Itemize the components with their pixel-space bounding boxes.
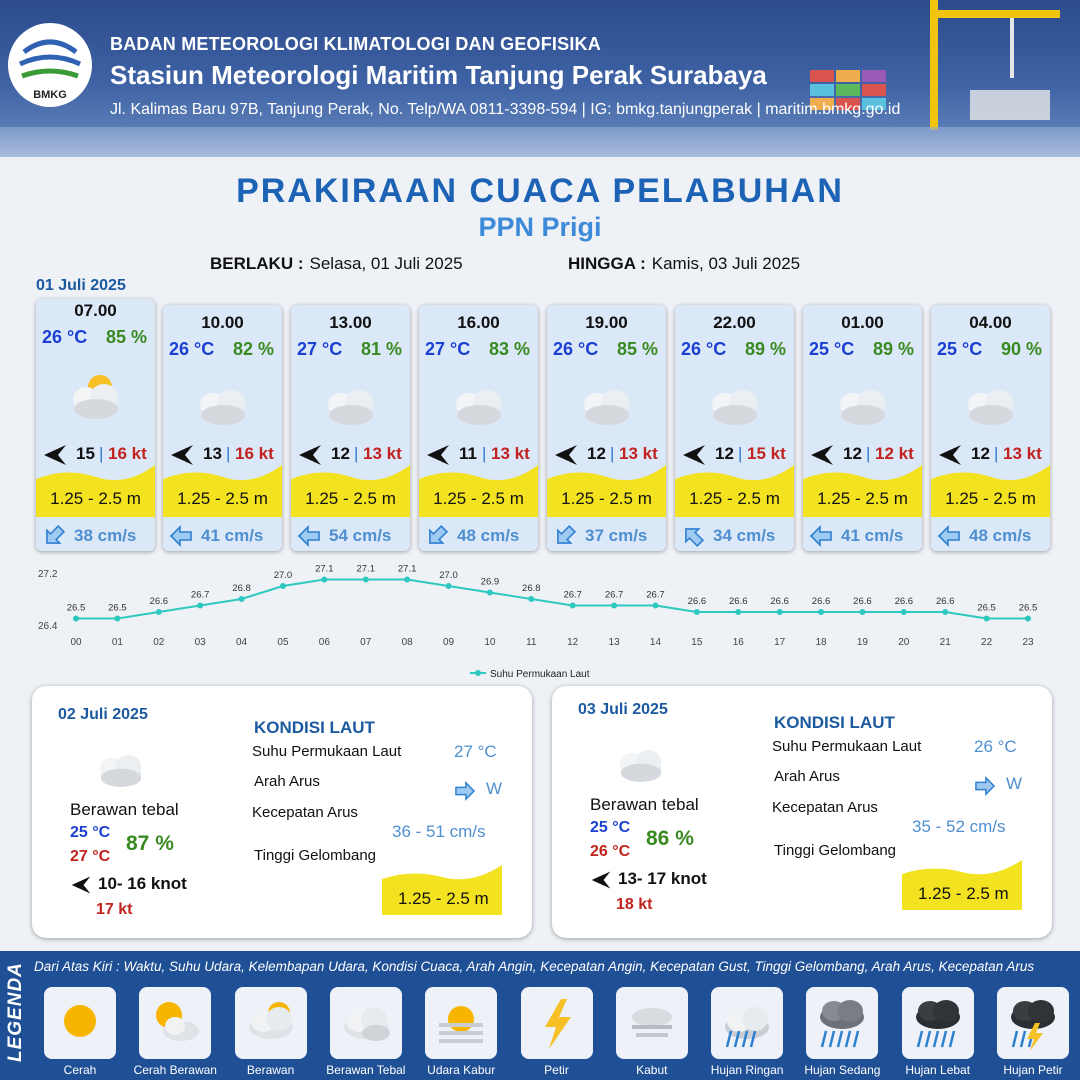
- card-current: [547, 517, 666, 551]
- legend-item: [44, 987, 116, 1059]
- card-current-speed: 41 cm/s: [841, 526, 904, 545]
- forecast-card: [931, 305, 1050, 551]
- x-tick-label: 17: [774, 637, 786, 648]
- panel-wind: 13- 17 knot: [618, 869, 707, 888]
- sst-data-label: 26.6: [729, 596, 748, 607]
- legend-item: [806, 987, 878, 1059]
- x-tick-label: 10: [484, 637, 496, 648]
- card-current-speed: 38 cm/s: [74, 526, 137, 545]
- sst-point: [901, 609, 907, 615]
- card-wind-separator: |: [866, 444, 871, 463]
- card-humidity: 85 %: [616, 339, 658, 359]
- sst-data-label: 26.9: [480, 576, 500, 588]
- legend-item: [711, 987, 783, 1059]
- fog-icon: [622, 993, 682, 1053]
- x-tick-label: 08: [401, 637, 413, 648]
- card-wind-speed: 12: [715, 444, 734, 463]
- sst-label: Suhu Permukaan Laut: [772, 738, 922, 755]
- sst-point: [818, 609, 824, 615]
- card-wave-height: 1.25 - 2.5 m: [689, 489, 780, 508]
- day-panel-1: [32, 686, 532, 938]
- card-wave-height: 1.25 - 2.5 m: [561, 489, 652, 508]
- card-current-speed: 48 cm/s: [969, 526, 1032, 545]
- legend-item: [139, 987, 211, 1059]
- legend-item: [235, 987, 307, 1059]
- panel-temp-min: 27 °C: [70, 848, 111, 865]
- sst-data-label: 26.6: [935, 596, 955, 607]
- current-direction-icon: [809, 525, 833, 547]
- panel-gust: 18 kt: [616, 896, 653, 913]
- current-direction-value: W: [486, 779, 503, 798]
- x-tick-label: 03: [194, 637, 206, 648]
- partly-cloudy-icon: [60, 369, 132, 421]
- sst-data-label: 27.1: [315, 565, 334, 575]
- current-direction-icon: [42, 525, 66, 547]
- card-wind-speed: 12: [843, 444, 862, 463]
- card-wind-speed: 12: [971, 444, 990, 463]
- legend-item-label: Hujan Sedang: [804, 1063, 881, 1077]
- day-panel-2: [552, 686, 1052, 938]
- sst-point: [694, 609, 700, 615]
- panel-date: 03 Juli 2025: [578, 701, 668, 718]
- validity-from-date: Selasa, 01 Juli 2025: [309, 254, 463, 273]
- card-time: 04.00: [969, 313, 1012, 332]
- overcast-icon: [608, 735, 674, 785]
- partly-cloudy-icon: [241, 993, 301, 1053]
- panel-condition: Berawan tebal: [70, 800, 179, 819]
- card-wind-speed: 15: [76, 444, 95, 463]
- current-direction-icon: [452, 781, 478, 801]
- validity-to-label: HINGGA :: [568, 254, 646, 273]
- sun-cloud-icon: [145, 993, 205, 1053]
- sst-line: [76, 580, 1028, 619]
- sea-condition-header: KONDISI LAUT: [774, 713, 895, 732]
- card-time: 07.00: [74, 301, 117, 320]
- card-time: 10.00: [201, 313, 244, 332]
- card-gust: 13 kt: [1003, 444, 1042, 463]
- sst-data-label: 26.7: [190, 589, 210, 601]
- x-tick-label: 16: [732, 637, 744, 648]
- sst-data-label: 26.7: [646, 589, 665, 601]
- card-time: 19.00: [585, 313, 628, 332]
- sst-data-label: 26.7: [563, 589, 582, 601]
- card-current-speed: 48 cm/s: [457, 526, 520, 545]
- card-wind-separator: |: [610, 444, 615, 463]
- sst-data-label: 26.7: [604, 589, 624, 601]
- sst-data-label: 27.0: [273, 570, 293, 581]
- card-current: [803, 517, 922, 551]
- card-gust: 13 kt: [491, 444, 530, 463]
- x-tick-label: 18: [815, 637, 827, 648]
- sun-icon: [50, 993, 110, 1053]
- logo-text: BMKG: [33, 89, 67, 101]
- contact-info: Jl. Kalimas Baru 97B, Tanjung Perak, No. Telp/WA 0811-3398-594 | IG: bmkg.tanjungperak | maritim.bmkg.go.id: [110, 101, 901, 118]
- forecast-card: [675, 305, 794, 551]
- legend-item: [902, 987, 974, 1059]
- station-name: Stasiun Meteorologi Maritim Tanjung Perak Surabaya: [110, 60, 767, 90]
- sst-data-label: 26.8: [232, 583, 251, 594]
- legend-side: [0, 951, 32, 1080]
- sst-data-label: 27.1: [397, 565, 417, 575]
- card-wave-height: 1.25 - 2.5 m: [177, 489, 268, 508]
- card-temperature: 27 °C: [297, 339, 343, 359]
- card-current-speed: 54 cm/s: [329, 526, 392, 545]
- card-wave-height: 1.25 - 2.5 m: [945, 489, 1036, 508]
- current-direction-icon: [681, 525, 705, 547]
- sst-point: [363, 577, 369, 583]
- wave-height-label: Tinggi Gelombang: [774, 842, 897, 859]
- x-tick-label: 21: [939, 637, 951, 648]
- sst-data-label: 26.5: [108, 602, 127, 614]
- legend-item: [616, 987, 688, 1059]
- panel-humidity: 86 %: [646, 827, 694, 850]
- day1-date: 01 Juli 2025: [36, 277, 126, 294]
- forecast-card: [291, 305, 410, 551]
- sst-data-label: 26.6: [770, 596, 789, 607]
- card-humidity: 85 %: [105, 327, 147, 347]
- sst-data-label: 26.6: [894, 596, 914, 607]
- overcast-icon: [699, 375, 771, 427]
- sst-data-label: 27.1: [356, 565, 375, 575]
- overcast-icon: [88, 740, 154, 790]
- legend-item-label: Kabut: [636, 1063, 668, 1077]
- sst-data-label: 26.5: [66, 602, 86, 614]
- x-tick-label: 15: [691, 637, 703, 648]
- sst-point: [652, 603, 658, 609]
- sst-label: Suhu Permukaan Laut: [252, 743, 402, 760]
- sst-point: [404, 577, 410, 583]
- card-gust: 16 kt: [108, 444, 147, 463]
- x-tick-label: 04: [236, 637, 248, 648]
- x-tick-label: 14: [649, 637, 662, 648]
- card-time: 01.00: [841, 313, 884, 332]
- sst-point: [528, 596, 534, 602]
- sst-data-label: 26.6: [149, 596, 169, 607]
- current-direction-icon: [553, 525, 577, 547]
- card-current: [675, 517, 794, 551]
- current-direction-icon: [425, 525, 449, 547]
- card-current: [291, 517, 410, 551]
- card-temperature: 26 °C: [553, 339, 599, 359]
- x-tick-label: 12: [567, 637, 579, 648]
- card-gust: 12 kt: [875, 444, 914, 463]
- thunderstorm-icon: [1003, 993, 1063, 1053]
- sst-point: [859, 609, 865, 615]
- card-time: 22.00: [713, 313, 756, 332]
- wind-direction-icon: [70, 876, 92, 894]
- moderate-rain-icon: [812, 993, 872, 1053]
- x-tick-label: 11: [526, 637, 537, 648]
- sea-condition-header: KONDISI LAUT: [254, 718, 375, 737]
- sst-point: [280, 583, 286, 589]
- sst-data-label: 26.8: [522, 583, 541, 594]
- panel-temp-max: 25 °C: [70, 824, 111, 841]
- legend-item-label: Petir: [544, 1063, 569, 1077]
- card-wave-height: 1.25 - 2.5 m: [817, 489, 908, 508]
- current-direction-icon: [972, 776, 998, 796]
- sst-point: [321, 577, 327, 583]
- overcast-icon: [955, 375, 1027, 427]
- sst-point: [487, 590, 493, 596]
- panel-temp-max: 25 °C: [590, 819, 631, 836]
- panel-humidity: 87 %: [126, 832, 174, 855]
- wind-direction-icon: [590, 871, 612, 889]
- card-temperature: 25 °C: [937, 339, 983, 359]
- card-current-speed: 34 cm/s: [713, 526, 776, 545]
- x-tick-label: 01: [111, 637, 123, 648]
- legend-item-label: Berawan Tebal: [326, 1063, 406, 1077]
- x-tick-label: 07: [360, 637, 372, 648]
- sst-point: [156, 609, 162, 615]
- card-wind-speed: 12: [331, 444, 350, 463]
- card-temperature: 26 °C: [681, 339, 727, 359]
- legend-marker: [475, 670, 481, 676]
- card-temperature: 26 °C: [169, 339, 215, 359]
- sst-value: 27 °C: [454, 742, 497, 761]
- card-time: 13.00: [329, 313, 372, 332]
- overcast-icon: [827, 375, 899, 427]
- forecast-card: [36, 299, 155, 551]
- sst-point: [197, 603, 203, 609]
- panel-condition: Berawan tebal: [590, 795, 699, 814]
- x-tick-label: 00: [70, 637, 82, 648]
- panel-wind: 10- 16 knot: [98, 874, 187, 893]
- card-gust: 16 kt: [235, 444, 274, 463]
- card-gust: 15 kt: [747, 444, 786, 463]
- x-tick-label: 09: [442, 637, 455, 648]
- current-direction-label: Arah Arus: [774, 768, 840, 785]
- sst-point: [114, 616, 120, 622]
- card-humidity: 89 %: [744, 339, 786, 359]
- forecast-card: [803, 305, 922, 551]
- legend: [0, 951, 1080, 1080]
- y-tick-label: 26.4: [38, 621, 58, 632]
- port-name: PPN Prigi: [478, 212, 602, 242]
- card-gust: 13 kt: [363, 444, 402, 463]
- validity-to-date: Kamis, 03 Juli 2025: [651, 254, 801, 273]
- card-humidity: 83 %: [488, 339, 530, 359]
- light-rain-icon: [717, 993, 777, 1053]
- header-banner: [0, 0, 1080, 157]
- card-time: 16.00: [457, 313, 500, 332]
- lightning-icon: [527, 993, 587, 1053]
- card-wave-height: 1.25 - 2.5 m: [50, 489, 141, 508]
- card-temperature: 27 °C: [425, 339, 471, 359]
- legend-item-label: Udara Kabur: [427, 1063, 496, 1077]
- card-current: [163, 517, 282, 551]
- wave-height-label: Tinggi Gelombang: [254, 847, 377, 864]
- current-speed-value: 36 - 51 cm/s: [392, 822, 486, 841]
- legend-item: [330, 987, 402, 1059]
- card-current: [931, 517, 1050, 551]
- current-speed-value: 35 - 52 cm/s: [912, 817, 1006, 836]
- card-current-speed: 41 cm/s: [201, 526, 264, 545]
- current-speed-label: Kecepatan Arus: [772, 799, 878, 816]
- x-tick-label: 22: [981, 637, 993, 648]
- legend-description: Dari Atas Kiri : Waktu, Suhu Udara, Kelembapan Udara, Kondisi Cuaca, Arah Angin, Kecepatan Angin, Kecepatan Gust, Tinggi Gelombang, Arah Arus, Kecepatan Arus: [34, 959, 1035, 974]
- sst-point: [777, 609, 783, 615]
- card-wave-height: 1.25 - 2.5 m: [433, 489, 524, 508]
- x-tick-label: 05: [277, 637, 289, 648]
- forecast-card: [419, 305, 538, 551]
- overcast-icon: [571, 375, 643, 427]
- current-direction-label: Arah Arus: [254, 773, 320, 790]
- current-direction-value: W: [1006, 774, 1023, 793]
- card-wind-speed: 13: [203, 444, 222, 463]
- card-humidity: 89 %: [872, 339, 914, 359]
- card-temperature: 25 °C: [809, 339, 855, 359]
- panel-temp-min: 26 °C: [590, 843, 631, 860]
- sst-data-label: 26.6: [853, 596, 872, 607]
- sst-point: [735, 609, 741, 615]
- sst-point: [1025, 616, 1031, 622]
- legend-item-label: Hujan Lebat: [905, 1063, 971, 1077]
- sst-point: [239, 596, 245, 602]
- card-current: [36, 517, 155, 551]
- card-gust: 13 kt: [619, 444, 658, 463]
- legend-item-label: Cerah: [63, 1063, 97, 1077]
- forecast-card: [163, 305, 282, 551]
- panel-wave-height: 1.25 - 2.5 m: [398, 889, 489, 908]
- card-current-speed: 37 cm/s: [585, 526, 648, 545]
- overcast-icon: [315, 375, 387, 427]
- sst-data-label: 26.6: [687, 596, 707, 607]
- card-humidity: 90 %: [1000, 339, 1042, 359]
- legend-item: [521, 987, 593, 1059]
- card-humidity: 82 %: [232, 339, 274, 359]
- card-wind-separator: |: [226, 444, 231, 463]
- current-speed-label: Kecepatan Arus: [252, 804, 358, 821]
- x-tick-label: 20: [898, 637, 910, 648]
- current-direction-icon: [297, 525, 321, 547]
- validity-to: [568, 254, 800, 274]
- page-title: PRAKIRAAN CUACA PELABUHAN: [236, 172, 844, 210]
- overcast-icon: [443, 375, 515, 427]
- sst-data-label: 26.6: [811, 596, 831, 607]
- sst-point: [570, 603, 576, 609]
- current-direction-icon: [169, 525, 193, 547]
- forecast-card: [547, 305, 666, 551]
- card-wind-separator: |: [994, 444, 999, 463]
- org-name: BADAN METEOROLOGI KLIMATOLOGI DAN GEOFISIKA: [110, 34, 601, 54]
- legend-item-label: Hujan Petir: [1003, 1063, 1063, 1077]
- card-wind-separator: |: [482, 444, 487, 463]
- sst-point: [73, 616, 79, 622]
- overcast-icon: [187, 375, 259, 427]
- sst-point: [984, 616, 990, 622]
- panel-date: 02 Juli 2025: [58, 706, 148, 723]
- panel-gust: 17 kt: [96, 901, 133, 918]
- current-direction-icon: [937, 525, 961, 547]
- legend-label: Suhu Permukaan Laut: [490, 669, 590, 680]
- legend-item: [997, 987, 1069, 1059]
- y-tick-label: 27.2: [38, 569, 58, 580]
- x-tick-label: 23: [1022, 637, 1034, 648]
- heavy-rain-icon: [908, 993, 968, 1053]
- sst-data-label: 26.5: [1018, 602, 1038, 614]
- validity-from-label: BERLAKU :: [210, 254, 304, 273]
- haze-icon: [431, 993, 491, 1053]
- header-floor: [0, 127, 1080, 157]
- sst-point: [942, 609, 948, 615]
- sst-data-label: 26.5: [977, 602, 996, 614]
- card-current: [419, 517, 538, 551]
- legend-item-label: Berawan: [246, 1063, 295, 1077]
- card-wind-speed: 12: [587, 444, 606, 463]
- sst-point: [611, 603, 617, 609]
- card-wind-separator: |: [354, 444, 359, 463]
- card-wave-height: 1.25 - 2.5 m: [305, 489, 396, 508]
- x-tick-label: 06: [318, 637, 330, 648]
- x-tick-label: 19: [856, 637, 868, 648]
- card-humidity: 81 %: [360, 339, 402, 359]
- card-wind-speed: 11: [459, 444, 477, 463]
- sst-point: [446, 583, 452, 589]
- sst-chart: [30, 565, 1050, 685]
- card-wind-separator: |: [738, 444, 743, 463]
- legend-item-label: Hujan Ringan: [710, 1063, 784, 1077]
- bmkg-logo: [4, 22, 96, 108]
- overcast-icon: [336, 993, 396, 1053]
- panel-wave-height: 1.25 - 2.5 m: [918, 884, 1009, 903]
- x-tick-label: 13: [608, 637, 620, 648]
- legend-item: [425, 987, 497, 1059]
- legend-title: LEGENDA: [5, 962, 26, 1062]
- x-tick-label: 02: [153, 637, 165, 648]
- sst-data-label: 27.0: [439, 570, 458, 581]
- sst-value: 26 °C: [974, 737, 1017, 756]
- legend-item-label: Cerah Berawan: [133, 1063, 217, 1077]
- validity-from: [210, 254, 463, 274]
- card-wind-separator: |: [99, 444, 104, 463]
- card-temperature: 26 °C: [42, 327, 88, 347]
